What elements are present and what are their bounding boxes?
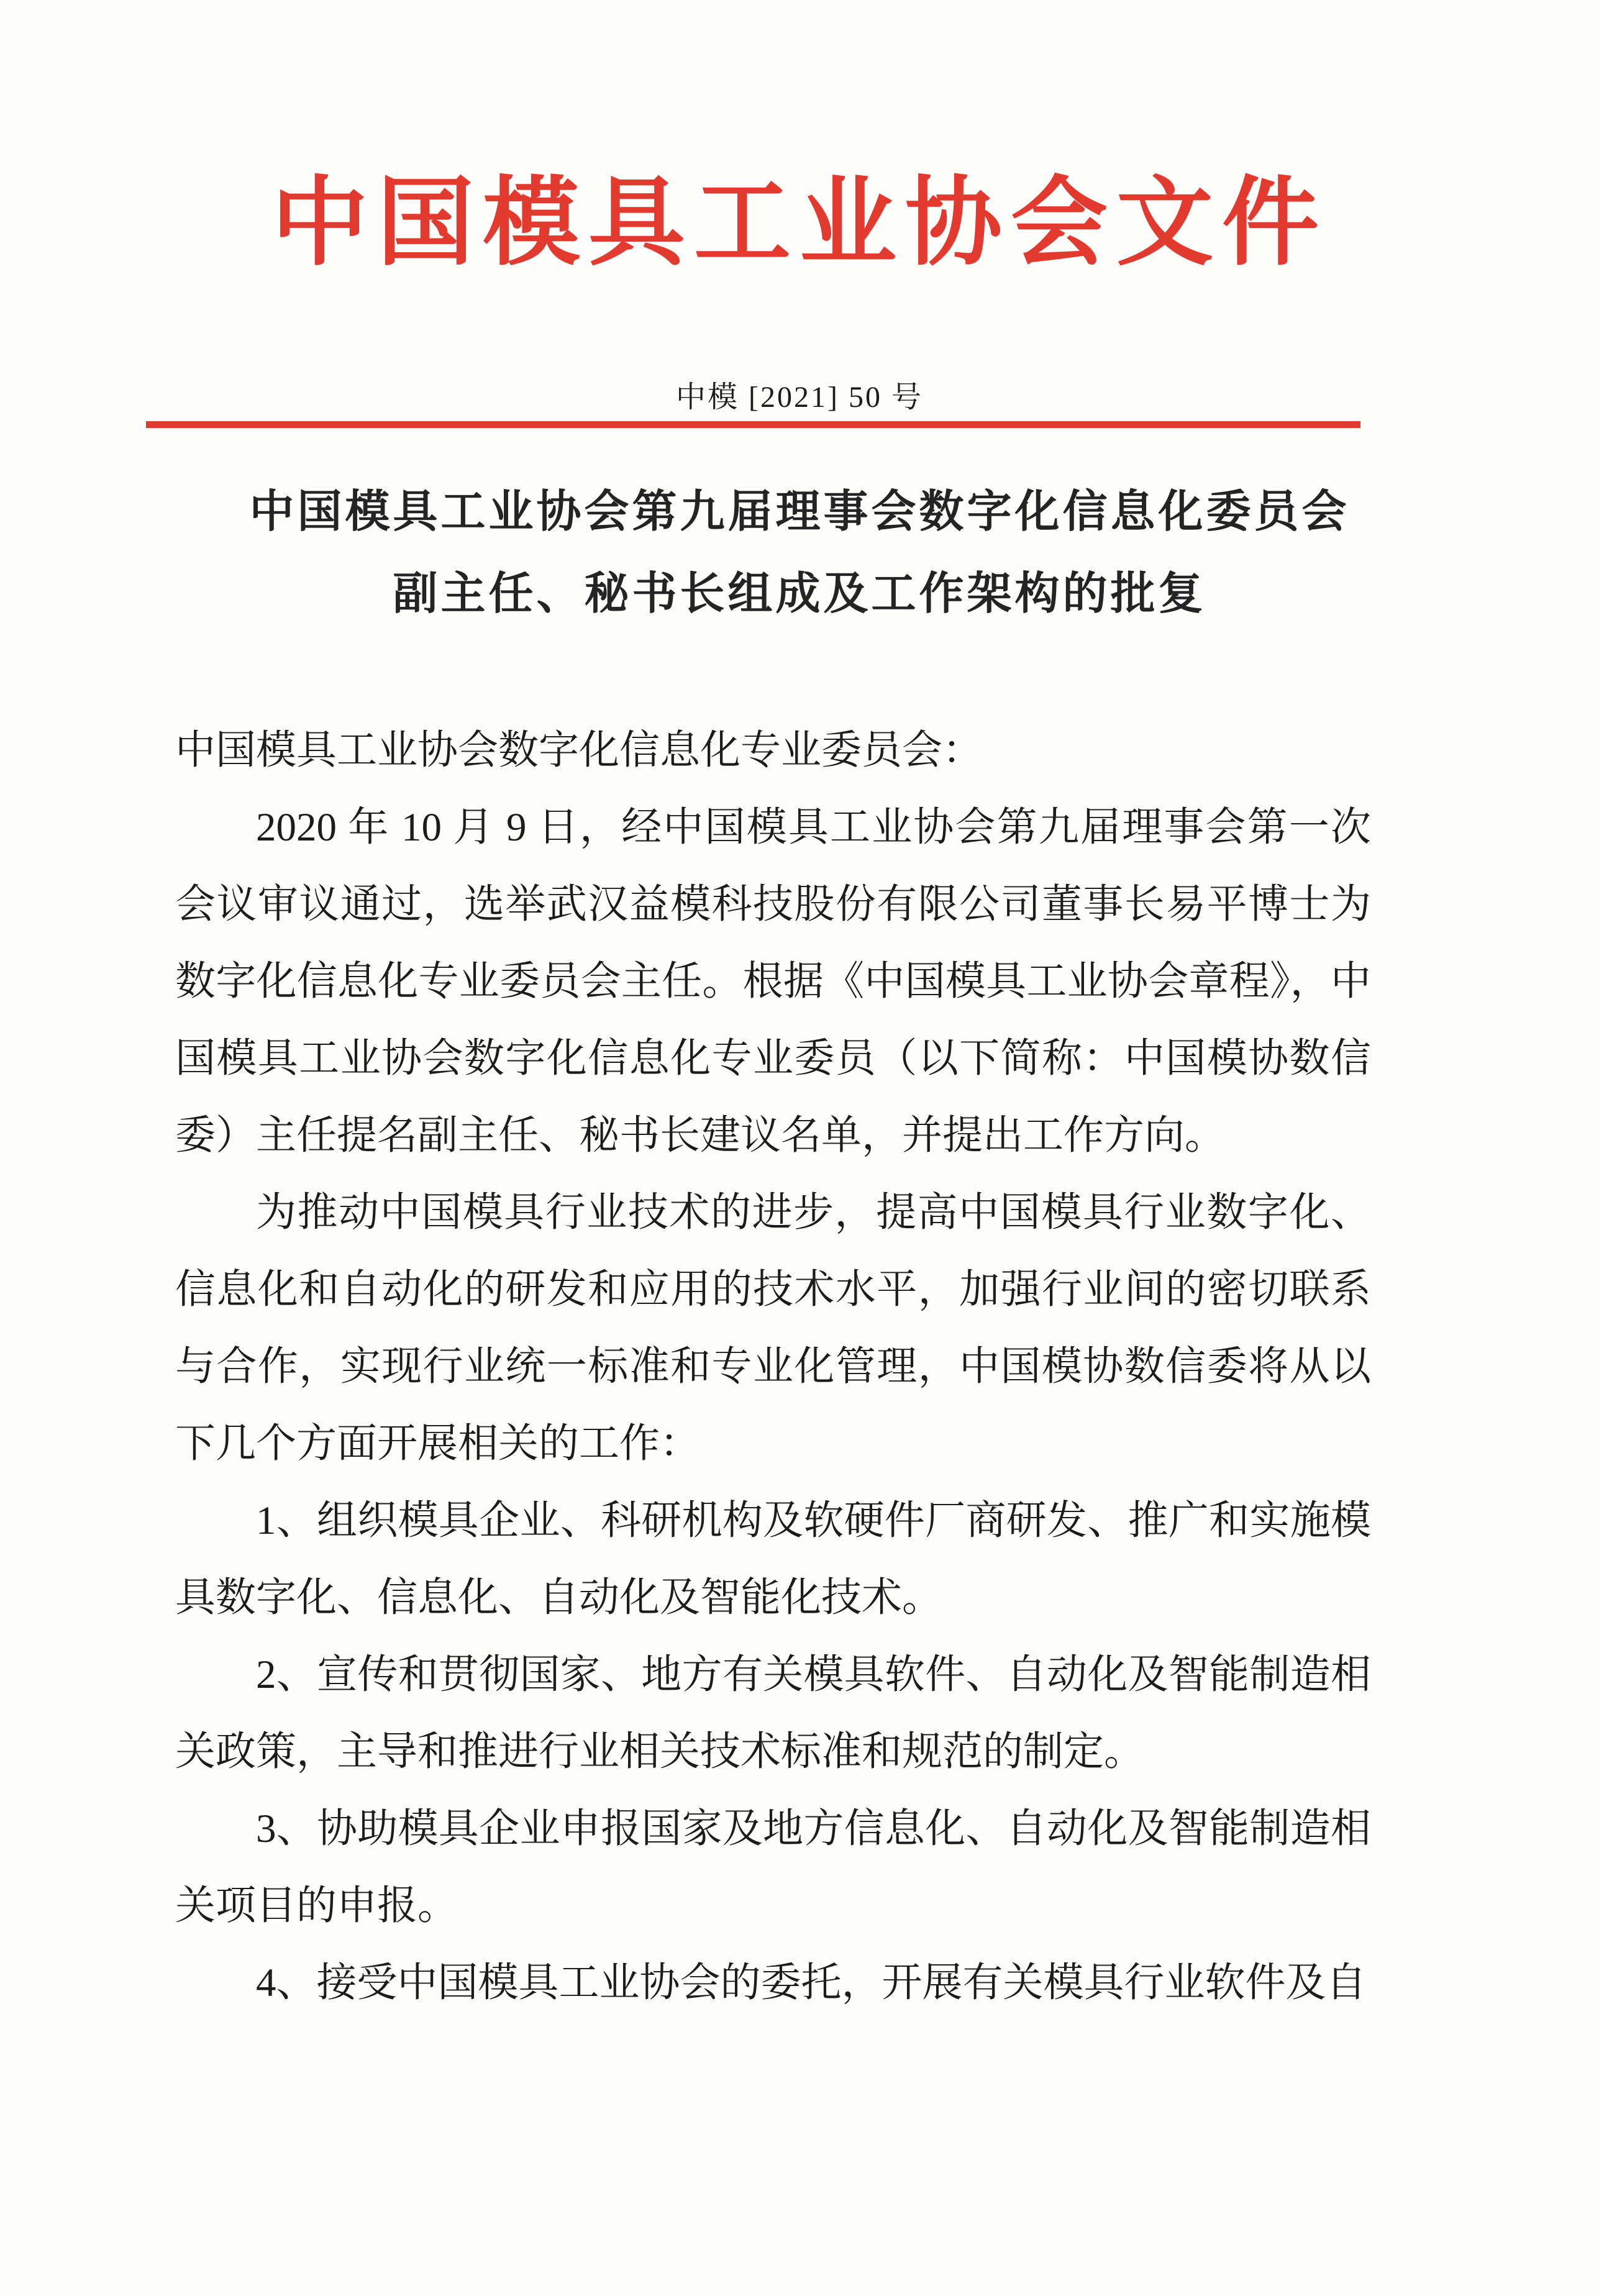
body-paragraph: 1、组织模具企业、科研机构及软硬件厂商研发、推广和实施模具数字化、信息化、自动化及智能化技术。: [175, 1498, 1371, 1620]
document-title: [0, 471, 1599, 635]
document-title-line1: 中国模具工业协会第九届理事会数字化信息化委员会: [249, 487, 1350, 537]
org-masthead-title: 中国模具工业协会文件: [271, 170, 1328, 277]
document-title-line2: 副主任、秘书长组成及工作架构的批复: [393, 569, 1206, 619]
body-paragraph: 4、接受中国模具工业协会的委托，开展有关模具行业软件及自: [256, 1961, 1367, 2005]
document-body: [175, 712, 1371, 2021]
red-divider-line: [146, 421, 1360, 428]
document-number: 中模 [2021] 50 号: [676, 381, 923, 414]
body-paragraph: 2020 年 10 月 9 日，经中国模具工业协会第九届理事会第一次会议审议通过，选举武汉益模科技股份有限公司董事长易平博士为数字化信息化专业委员会主任。根据《中国模具工业协会章程》，中国模具工业协会数字化信息化专业委员（以下简称：中国模协数信委）主任提名副主任、秘书长建议名单，并提出工作方向。: [175, 805, 1371, 1158]
salutation: 中国模具工业协会数字化信息化专业委员会：: [175, 728, 983, 773]
body-paragraph: 3、协助模具企业申报国家及地方信息化、自动化及智能制造相关项目的申报。: [175, 1806, 1371, 1928]
body-paragraph: 为推动中国模具行业技术的进步，提高中国模具行业数字化、信息化和自动化的研发和应用的技术水平，加强行业间的密切联系与合作，实现行业统一标准和专业化管理，中国模协数信委将从以下几个方面开展相关的工作：: [175, 1190, 1371, 1466]
body-paragraph: 2、宣传和贯彻国家、地方有关模具软件、自动化及智能制造相关政策，主导和推进行业相关技术标准和规范的制定。: [175, 1652, 1371, 1774]
body-paragraphs: [175, 789, 1371, 2021]
